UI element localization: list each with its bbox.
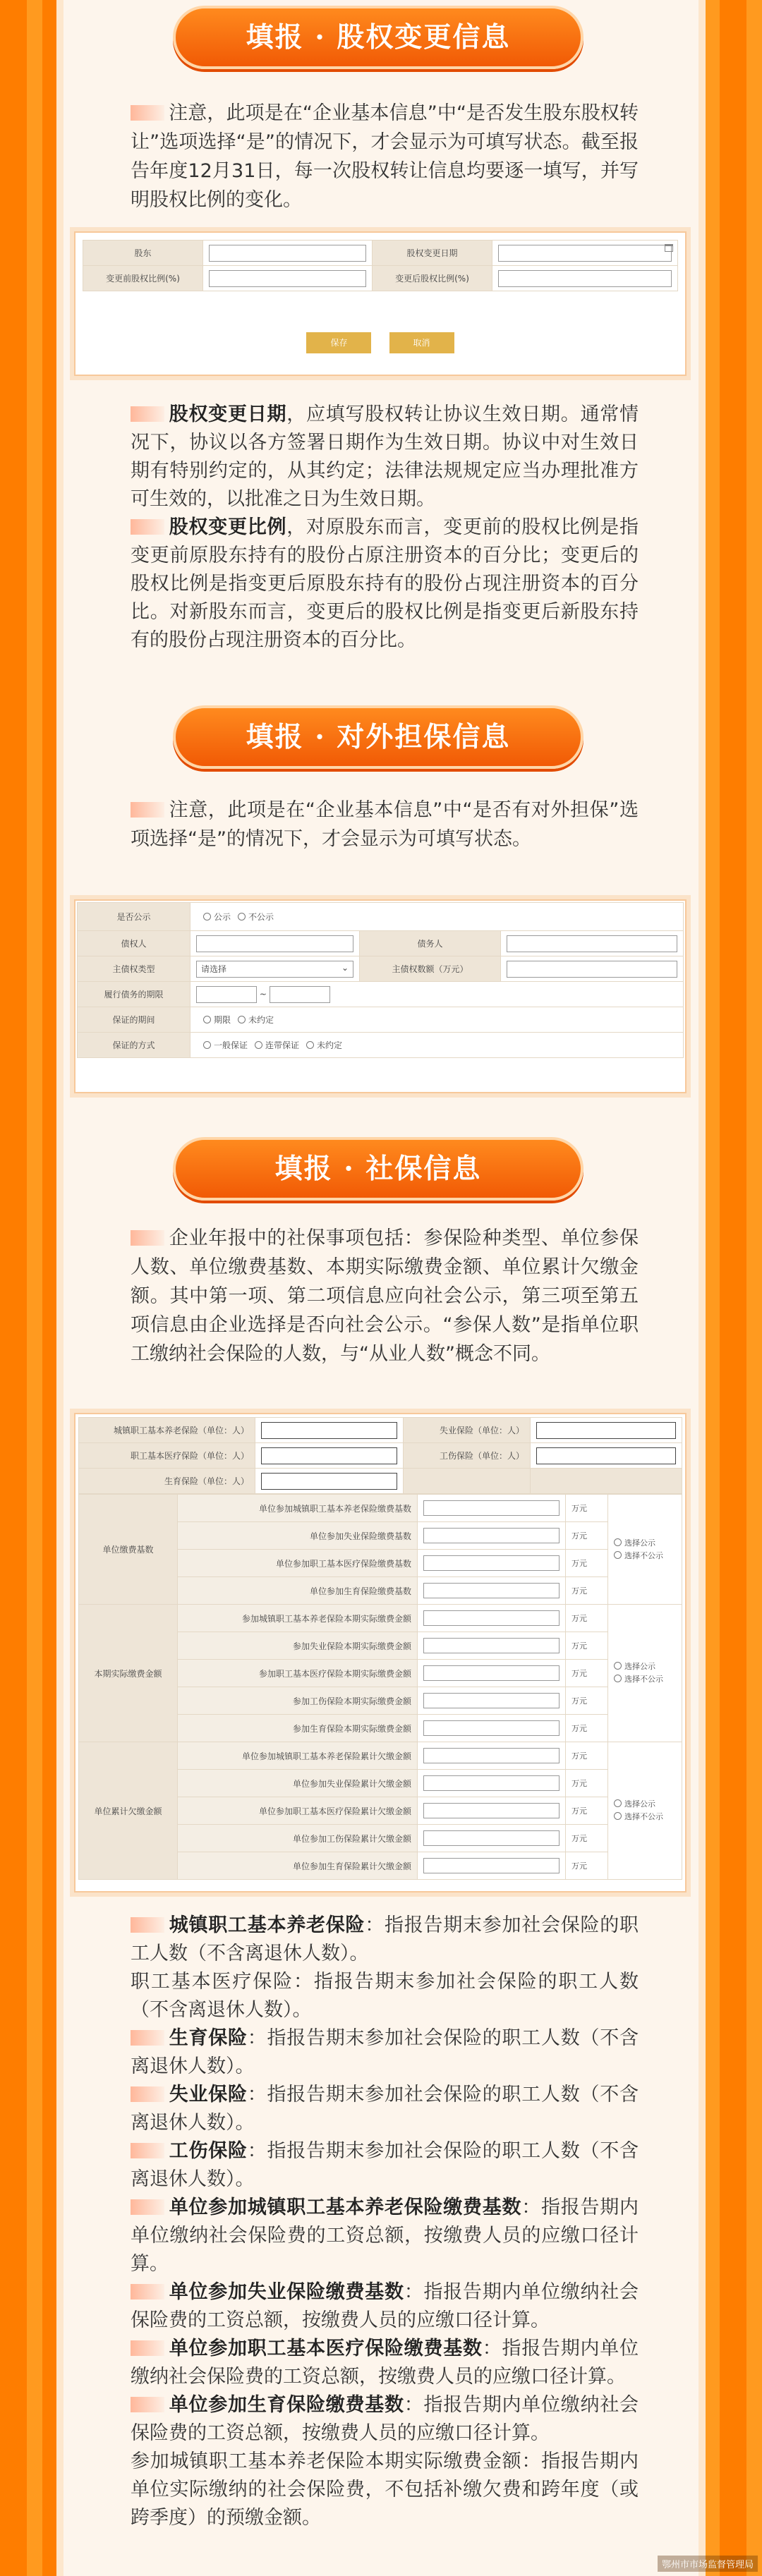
social-insurance-form — [74, 1413, 687, 1892]
definition-item: 失业保险：指报告期末参加社会保险的职工人数（不含离退休人数）。 — [131, 2084, 639, 2134]
amount-input[interactable] — [423, 1610, 560, 1626]
group-label: 单位缴费基数 — [79, 1495, 178, 1605]
headcount-input[interactable] — [536, 1447, 676, 1464]
amount-input[interactable] — [423, 1720, 560, 1736]
shareholder-input[interactable] — [209, 245, 366, 262]
period-end-input[interactable] — [270, 986, 330, 1003]
period-start-input[interactable] — [196, 986, 257, 1003]
headcount-label: 生育保险（单位：人） — [79, 1469, 255, 1494]
amount-input[interactable] — [423, 1775, 560, 1791]
before-ratio-label: 变更前股权比例(%) — [83, 266, 203, 291]
is-public-label: 是否公示 — [78, 903, 190, 931]
equity-change-form — [74, 231, 687, 376]
save-button[interactable]: 保存 — [306, 332, 371, 353]
social-explanation — [131, 1912, 639, 2532]
field-label: 参加失业保险本期实际缴费金额 — [178, 1632, 418, 1660]
mode-radio-3[interactable] — [306, 1041, 314, 1049]
highlight-mark — [131, 2397, 164, 2412]
headcount-label: 失业保险（单位：人） — [404, 1418, 531, 1443]
field-label: 参加工伤保险本期实际缴费金额 — [178, 1687, 418, 1715]
calendar-icon[interactable] — [665, 244, 673, 252]
field-label: 单位参加职工基本医疗保险缴费基数 — [178, 1550, 418, 1577]
debtor-input[interactable] — [507, 935, 677, 952]
amount-input[interactable] — [423, 1748, 560, 1763]
unit-label: 万元 — [566, 1742, 608, 1770]
field-label: 单位参加职工基本医疗保险累计欠缴金额 — [178, 1797, 418, 1825]
definition-item: 城镇职工基本养老保险：指报告期末参加社会保险的职工人数（不含离退休人数）。 — [131, 1914, 639, 1964]
amount-input[interactable] — [423, 1583, 560, 1598]
creditor-input[interactable] — [196, 935, 353, 952]
unit-label: 万元 — [566, 1797, 608, 1825]
unit-label: 万元 — [566, 1687, 608, 1715]
definition-item: 工伤保险：指报告期末参加社会保险的职工人数（不含离退休人数）。 — [131, 2140, 639, 2190]
field-label: 单位参加工伤保险累计欠缴金额 — [178, 1825, 418, 1852]
definition-item: 生育保险：指报告期末参加社会保险的职工人数（不含离退休人数）。 — [131, 2027, 639, 2077]
highlight-mark — [131, 2086, 164, 2102]
guarantee-mode-label: 保证的方式 — [78, 1033, 190, 1058]
highlight-mark — [131, 406, 164, 422]
guarantee-form: 是否公示 公示 不公示 债权人 债务人 主债权类型 请选择 ⌄ 主债权数额（万元） 履行债务的期限 ~ 保证的期间 期限 未约定 保证的方式 一般保证 连带保证 未约定 — [74, 899, 687, 1093]
amount-input[interactable] — [423, 1830, 560, 1846]
change-date-label: 股权变更日期 — [373, 241, 492, 266]
group-label: 本期实际缴费金额 — [79, 1605, 178, 1742]
unit-label: 万元 — [566, 1522, 608, 1550]
field-label: 参加城镇职工基本养老保险本期实际缴费金额 — [178, 1605, 418, 1632]
highlight-mark — [131, 519, 164, 535]
unit-label: 万元 — [566, 1715, 608, 1742]
section-banner-equity: 填报 · 股权变更信息 — [173, 6, 583, 69]
amount-input[interactable] — [423, 1500, 560, 1516]
mode-radio-1[interactable] — [203, 1041, 211, 1049]
definition-item: 职工基本医疗保险：指报告期末参加社会保险的职工人数（不含离退休人数）。 — [131, 1971, 639, 2021]
section-banner-social: 填报 · 社保信息 — [173, 1137, 583, 1201]
publicity-options: 选择公示 选择不公示 — [608, 1605, 682, 1742]
change-date-input[interactable] — [498, 245, 672, 262]
definition-item: 参加城镇职工基本养老保险本期实际缴费金额：指报告期内单位实际缴纳的社会保险费，不包括补缴欠费和跨年度（或跨季度）的预缴金额。 — [131, 2450, 639, 2529]
field-label: 单位参加城镇职工基本养老保险缴费基数 — [178, 1495, 418, 1522]
term-radio-2[interactable] — [238, 1016, 246, 1023]
highlight-mark — [131, 2030, 164, 2046]
chevron-down-icon: ⌄ — [341, 962, 349, 973]
watermark: 鄂州市市场监督管理局 — [658, 2556, 758, 2572]
unit-label: 万元 — [566, 1550, 608, 1577]
field-label: 单位参加城镇职工基本养老保险累计欠缴金额 — [178, 1742, 418, 1770]
unit-label: 万元 — [566, 1605, 608, 1632]
definition-item: 单位参加职工基本医疗保险缴费基数：指报告期内单位缴纳社会保险费的工资总额，按缴费人员的应缴口径计算。 — [131, 2338, 639, 2388]
claim-amount-input[interactable] — [507, 961, 677, 978]
debtor-label: 债务人 — [360, 931, 501, 956]
choose-not-public-radio[interactable] — [614, 1675, 622, 1682]
amount-input[interactable] — [423, 1693, 560, 1708]
field-label: 参加职工基本医疗保险本期实际缴费金额 — [178, 1660, 418, 1687]
cancel-button[interactable]: 取消 — [389, 332, 454, 353]
after-ratio-label: 变更后股权比例(%) — [373, 266, 492, 291]
claim-amount-label: 主债权数额（万元） — [360, 956, 501, 982]
amount-input[interactable] — [423, 1528, 560, 1543]
amount-input[interactable] — [423, 1638, 560, 1653]
field-label: 参加生育保险本期实际缴费金额 — [178, 1715, 418, 1742]
highlight-mark — [131, 2143, 164, 2158]
unit-label: 万元 — [566, 1495, 608, 1522]
choose-public-radio[interactable] — [614, 1538, 622, 1546]
equity-explanation: 股权变更日期，应填写股权转让协议生效日期。通常情况下，协议以各方签署日期作为生效日期。协议中对生效日期有特别约定的，从其约定；法律法规规定应当办理批准方可生效的，以批准之日为生效日期。 股权变更比例，对原股东而言，变更前的股权比例是指变更前原股东持有的股份占原注册资本的百分比；变更后的股权比例是指变更后原股东持有的股份占现注册资本的百分比。对新股东而言，变更后的股权比例是指变更后新股东持有的股份占现注册资本的百分比。 — [131, 403, 639, 651]
field-label: 单位参加生育保险缴费基数 — [178, 1577, 418, 1605]
unit-label: 万元 — [566, 1632, 608, 1660]
group-label: 单位累计欠缴金额 — [79, 1742, 178, 1880]
highlight-mark — [131, 2340, 164, 2356]
guarantee-note: 注意，此项是在“企业基本信息”中“是否有对外担保”选项选择“是”的情况下，才会显示为可填写状态。 — [131, 799, 639, 850]
headcount-label: 工伤保险（单位：人） — [404, 1443, 531, 1469]
guarantee-term-label: 保证的期间 — [78, 1007, 190, 1033]
unit-label: 万元 — [566, 1825, 608, 1852]
highlight-mark — [131, 2284, 164, 2299]
choose-public-radio[interactable] — [614, 1799, 622, 1807]
highlight-mark — [131, 1917, 164, 1933]
field-label: 单位参加生育保险累计欠缴金额 — [178, 1852, 418, 1880]
choose-not-public-radio[interactable] — [614, 1812, 622, 1820]
highlight-mark — [131, 1230, 164, 1246]
unit-label: 万元 — [566, 1852, 608, 1880]
mode-radio-2[interactable] — [255, 1041, 262, 1049]
headcount-label: 城镇职工基本养老保险（单位：人） — [79, 1418, 255, 1443]
headcount-label: 职工基本医疗保险（单位：人） — [79, 1443, 255, 1469]
amount-input[interactable] — [423, 1665, 560, 1681]
not-public-radio[interactable] — [238, 913, 246, 921]
unit-label: 万元 — [566, 1577, 608, 1605]
definition-item: 单位参加生育保险缴费基数：指报告期内单位缴纳社会保险费的工资总额，按缴费人员的应缴口径计算。 — [131, 2394, 639, 2444]
headcount-input[interactable] — [261, 1473, 397, 1490]
social-note: 企业年报中的社保事项包括：参保险种类型、单位参保人数、单位缴费基数、本期实际缴费金额、单位累计欠缴金额。其中第一项、第二项信息应向社会公示，第三项至第五项信息由企业选择是否向社会公示。“参保人数”是指单位职工缴纳社会保险的人数，与“从业人数”概念不同。 — [131, 1227, 639, 1365]
shareholder-label: 股东 — [83, 241, 203, 266]
highlight-mark — [131, 2199, 164, 2215]
unit-label: 万元 — [566, 1770, 608, 1797]
amount-input[interactable] — [423, 1803, 560, 1818]
public-radio[interactable] — [203, 913, 211, 921]
period-label: 履行债务的期限 — [78, 982, 190, 1007]
choose-public-radio[interactable] — [614, 1662, 622, 1670]
term-radio-1[interactable] — [203, 1016, 211, 1023]
before-ratio-input[interactable] — [209, 270, 366, 287]
choose-not-public-radio[interactable] — [614, 1551, 622, 1559]
definition-item: 单位参加城镇职工基本养老保险缴费基数：指报告期内单位缴纳社会保险费的工资总额，按缴费人员的应缴口径计算。 — [131, 2197, 639, 2275]
field-label: 单位参加失业保险累计欠缴金额 — [178, 1770, 418, 1797]
publicity-options: 选择公示 选择不公示 — [608, 1742, 682, 1880]
headcount-input[interactable] — [536, 1422, 676, 1439]
publicity-options: 选择公示 选择不公示 — [608, 1495, 682, 1605]
highlight-mark — [131, 802, 164, 818]
equity-note: 注意，此项是在“企业基本信息”中“是否发生股东股权转让”选项选择“是”的情况下，才会显示为可填写状态。截至报告年度12月31日，每一次股权转让信息均要逐一填写，并写明股权比例的变化。 — [131, 102, 639, 211]
amount-input[interactable] — [423, 1555, 560, 1571]
creditor-label: 债权人 — [78, 931, 190, 956]
claim-type-label: 主债权类型 — [78, 956, 190, 982]
highlight-mark — [131, 105, 164, 121]
definition-item: 单位参加失业保险缴费基数：指报告期内单位缴纳社会保险费的工资总额，按缴费人员的应缴口径计算。 — [131, 2281, 639, 2331]
unit-label: 万元 — [566, 1660, 608, 1687]
claim-type-select[interactable]: 请选择 ⌄ — [196, 961, 353, 978]
headcount-input[interactable] — [261, 1422, 397, 1439]
after-ratio-input[interactable] — [498, 270, 672, 287]
amount-input[interactable] — [423, 1858, 560, 1873]
section-banner-guarantee: 填报 · 对外担保信息 — [173, 705, 583, 769]
headcount-input[interactable] — [261, 1447, 397, 1464]
field-label: 单位参加失业保险缴费基数 — [178, 1522, 418, 1550]
